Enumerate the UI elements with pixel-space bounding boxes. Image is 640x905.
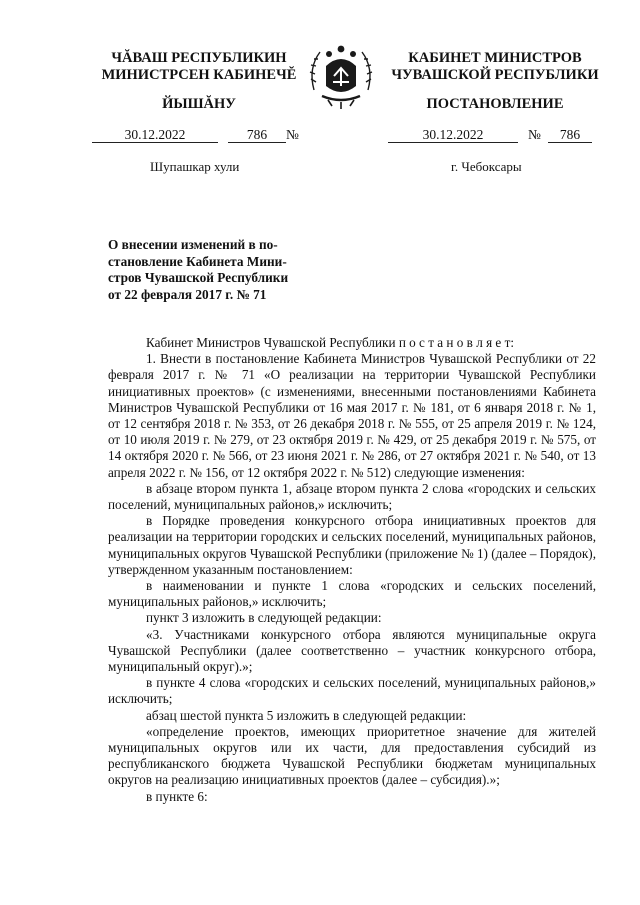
body-paragraph: в пункте 6: [146, 788, 208, 804]
number-russian: 786 [548, 128, 592, 143]
body-paragraph: в наименовании и пункте 1 слова «городских и сельских поселений, муниципальных районов,» исключить; [108, 578, 596, 610]
body-paragraph: пункт 3 изложить в следующей редакции: [146, 610, 382, 626]
issuer-chuvash-line2: МИНИСТРСЕН КАБИНЕЧĔ [101, 67, 297, 83]
doc-kind-chuvash: ЙЫШĂНУ [162, 96, 236, 112]
issuer-russian-line2: ЧУВАШСКОЙ РЕСПУБЛИКИ [391, 67, 599, 83]
title-line: стров Чувашской Республики [108, 270, 289, 285]
date-russian: 30.12.2022 [388, 128, 518, 143]
body-paragraph: 1. Внести в постановление Кабинета Министров Чувашской Республики от 22 февраля 2017 г. № 71 «О реализации на территории Чувашской Республики инициативных проектов» (с изменениями, внесенными постановлениями Кабинета Министров Чувашской Республики от 16 мая 2017 г. № 181, от 6 января 2018 г. № 1, от 12 сентября 2018 г. № 353, от 26 декабря 2018 г. № 555, от 25 апреля 2019 г. № 124, от 10 июля 2019 г. № 279, от 23 октября 2019 г. № 429, от 25 декабря 2019 г. № 575, от 14 октября 2020 г. № 566, от 23 июня 2021 г. № 286, от 27 октября 2021 г. № 540, от 13 апреля 2022 г. № 156, от 12 октября 2022 г. № 512) следующие изменения: [108, 351, 596, 480]
body-paragraph: в Порядке проведения конкурсного отбора инициативных проектов для реализации на территории городских и сельских поселений, муниципальных районов, муниципальных округов Чувашской Республики (приложение № 1) (далее – Порядок), утвержденном указанным постановлением: [108, 513, 596, 577]
issuer-chuvash-line1: ЧĂВАШ РЕСПУБЛИКИН [111, 50, 287, 66]
issuer-russian [384, 50, 606, 84]
body-paragraph: Кабинет Министров Чувашской Республики п о с т а н о в л я е т: [146, 335, 515, 350]
body-paragraph: абзац шестой пункта 5 изложить в следующей редакции: [146, 707, 467, 723]
number-chuvash: 786 [228, 128, 286, 143]
title-line: становление Кабинета Мини- [108, 253, 287, 269]
issuer-russian-line1: КАБИНЕТ МИНИСТРОВ [408, 50, 582, 66]
chuvash-emblem-icon [304, 38, 378, 112]
document-title [108, 237, 308, 303]
title-line: от 22 февраля 2017 г. № 71 [108, 286, 267, 302]
issuer-chuvash [88, 50, 310, 84]
body-paragraph: «определение проектов, имеющих приоритетное значение для жителей муниципальных округов или их части, для предоставления субсидий из республиканского бюджета Чувашской Республики бюджетам муниципальных округов на реализацию инициативных проектов (далее – субсидия).»; [108, 723, 596, 788]
place-russian: г. Чебоксары [451, 159, 522, 174]
date-chuvash: 30.12.2022 [92, 128, 218, 143]
title-line: О внесении изменений в по- [108, 237, 278, 252]
document-body [108, 335, 596, 805]
body-paragraph: в пункте 4 слова «городских и сельских поселений, муниципальных районов,» исключить; [108, 675, 596, 707]
doc-kind-russian: ПОСТАНОВЛЕНИЕ [426, 96, 564, 112]
body-paragraph: в абзаце втором пункта 1, абзаце втором пункта 2 слова «городских и сельских поселений, муниципальных районов,» исключить; [108, 480, 596, 513]
number-sign-chuvash: № [286, 127, 299, 142]
number-sign-russian: № [528, 127, 541, 142]
place-chuvash: Шупашкар хули [150, 159, 240, 174]
body-paragraph: «3. Участниками конкурсного отбора являются муниципальные округа Чувашской Республики (далее соответственно – участник конкурсного отбора, муниципальный округ).»; [108, 626, 596, 675]
